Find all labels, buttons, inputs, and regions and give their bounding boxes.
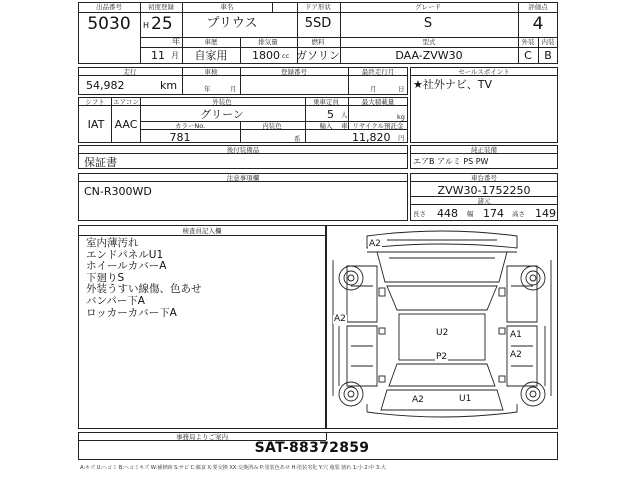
body-color: グリーン: [200, 108, 244, 121]
grade: S: [423, 16, 433, 31]
final-day-unit: 日: [398, 85, 405, 93]
door-type: 5SD: [304, 16, 332, 31]
sales-label: セールスポイント: [458, 68, 510, 76]
length: 448: [437, 207, 458, 220]
damage-mark-right-front: A1: [510, 330, 522, 340]
insp-year-unit: 年: [204, 85, 211, 93]
inspection-item: バンパー下A: [86, 294, 145, 307]
import-label: 輸入: [319, 122, 333, 130]
category: 自家用: [194, 49, 228, 62]
load-unit: kg: [397, 113, 405, 121]
shift-label: シフト: [85, 98, 105, 106]
era: H: [143, 21, 150, 30]
category-label: 車歴: [204, 38, 218, 46]
capacity: 5: [327, 108, 334, 121]
color-label: 外装色: [212, 98, 232, 106]
damage-mark-trunk: P2: [436, 352, 448, 362]
door-label: ドア形状: [305, 3, 331, 11]
damage-mark-right-rear: A2: [510, 350, 522, 360]
lot-number: 5030: [87, 14, 131, 34]
model-label: 型式: [422, 38, 436, 46]
fuel: ガソリン: [296, 49, 340, 62]
ac: AAC: [114, 118, 138, 131]
interior-color-label: 内装色: [262, 122, 282, 130]
length-label: 長さ: [413, 210, 426, 218]
notes: CN-R300WD: [84, 185, 152, 198]
year-unit: 年: [172, 37, 180, 46]
shift: IAT: [87, 118, 105, 131]
genuine-label: 純正装備: [471, 146, 497, 154]
damage-mark-roof: U2: [436, 328, 449, 338]
grade-label: グレード: [415, 3, 441, 11]
exterior-grade: C: [524, 49, 532, 62]
frame-label: 車台番号: [471, 174, 497, 182]
notes-label: 注意事項欄: [226, 174, 260, 182]
car-name-label: 車名: [220, 3, 234, 11]
inspection-item: 室内薄汚れ: [86, 237, 139, 249]
later-equipment: 保証書: [84, 156, 117, 169]
capacity-unit: 人: [341, 111, 348, 119]
car-name: プリウス: [206, 16, 258, 31]
cc-unit: cc: [282, 52, 290, 60]
inspection-item: ロッカーカバー下A: [86, 306, 177, 319]
inspection-item: ホイールカバーA: [86, 260, 167, 273]
mileage: 54,982: [86, 79, 125, 92]
ac-label: エアコン: [113, 98, 139, 106]
damage-mark-rear-right: U1: [459, 394, 472, 404]
frame-number: ZVW30-1752250: [437, 184, 531, 197]
load-label: 最大積載量: [361, 98, 395, 106]
reg-year: 25: [151, 14, 173, 34]
recycle-fee: 11,820: [352, 131, 391, 144]
sales-point: ★社外ナビ、TV: [413, 78, 492, 91]
score: 4: [532, 14, 544, 34]
inspection-item: 下廻りS: [86, 271, 125, 284]
displacement: 1800: [252, 49, 280, 62]
damage-mark-rear-left: A2: [412, 395, 424, 405]
width: 174: [483, 207, 504, 220]
damage-mark-front-left: A2: [369, 239, 381, 249]
inspection-item: エンドパネルU1: [86, 248, 164, 261]
car-diagram: [327, 226, 557, 428]
fuel-label: 燃料: [311, 38, 325, 46]
size-label: 諸元: [477, 197, 491, 205]
interior-grade: B: [544, 49, 552, 62]
interior-label: 内装: [541, 38, 555, 46]
final-month-unit: 月: [370, 85, 377, 93]
first-reg-label: 初度登録: [148, 3, 174, 11]
model-code: DAA-ZVW30: [395, 49, 463, 62]
mileage-unit: km: [160, 79, 178, 92]
reg-month: 11: [151, 49, 165, 62]
final-label: 最終走行月: [361, 68, 395, 76]
exterior-label: 外装: [521, 38, 535, 46]
height-label: 高さ: [512, 210, 525, 218]
height: 149: [535, 207, 556, 220]
genuine-equipment: エアB アルミ PS PW: [413, 157, 489, 166]
inspection-list: [86, 238, 202, 319]
office-label: 事務局よりご案内: [176, 433, 228, 441]
later-label: 後付装備品: [226, 146, 260, 154]
inspection-item: 外装うすい線傷、色あせ: [86, 283, 202, 296]
color-no: 781: [169, 131, 191, 144]
width-label: 幅: [467, 210, 474, 218]
stock-number: SAT-88372859: [254, 440, 370, 456]
mileage-label: 走行: [123, 68, 137, 76]
color-no-label: カラーNo.: [174, 122, 206, 130]
recycle-label: リサイクル預託金: [352, 122, 404, 130]
import-mark: 車: [341, 122, 348, 130]
month-unit: 月: [171, 51, 179, 60]
insp-month-unit: 月: [230, 85, 237, 93]
reg-no-label: 登録番号: [281, 68, 307, 76]
score-label: 評価点: [528, 3, 548, 11]
displacement-label: 排気量: [258, 38, 278, 46]
inspection-title: 検査員記入欄: [182, 227, 222, 235]
yen-unit: 円: [398, 134, 405, 142]
damage-mark-left-side: A2: [334, 314, 346, 324]
damage-legend: A:キズ U:ヘコミ B:ヘコミキズ W:補修跡 S:サビ C:腐食 X:要交換 XX:交換済み P:塗装色あせ H:塗装劣化 Y:穴 亀裂 割れ 1:小 2:中 3:大: [80, 465, 386, 471]
lot-label: 出品番号: [96, 3, 122, 11]
capacity-label: 乗車定員: [313, 98, 339, 106]
inspection-label: 車検: [204, 68, 218, 76]
km-unit: 系: [294, 135, 301, 143]
